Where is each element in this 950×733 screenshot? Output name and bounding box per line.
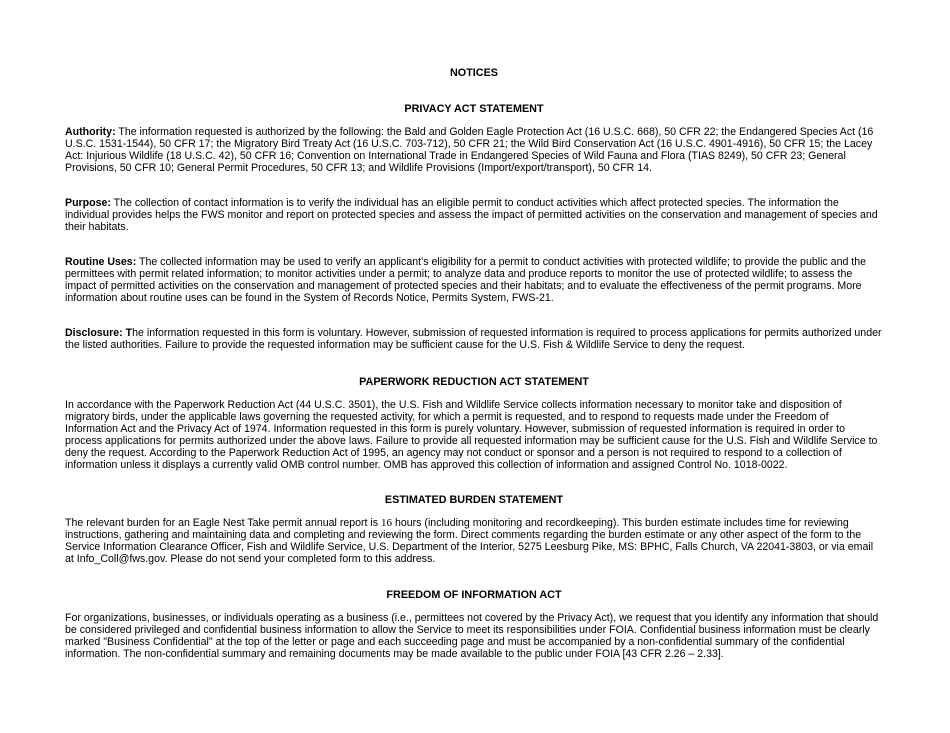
routine-uses-text: The collected information may be used to verify an applicant’s eligibility for a permit to conduct activities with protected wildlife; to provide the public and the permittees with permit related information; to monitor activities under a permit; to analyze data and produce reports to monitor the use of protected wildlife; to assess the impact of permitted activities on the conservation and management of protected species and their habitats; and to evaluate the effectiveness of the permit programs. More information about routine uses can be found in the System of Records Notice, Permits System, FWS-21. [65, 256, 867, 304]
burden-hours: 16 [381, 517, 393, 529]
authority-text: The information requested is authorized by the following: the Bald and Golden Eagle Protection Act (16 U.S.C. 668), 50 CFR 22; the Endangered Species Act (16 U.S.C. 1531-1544), 50 CFR 17; the Migratory Bird Treaty Act (16 U.S.C. 703-712), 50 CFR 21; the Wild Bird Conservation Act (16 U.S.C. 4901-4916), 50 CFR 15; the Lacey Act: Injurious Wildlife (18 U.S.C. 42), 50 CFR 16; Convention on International Trade in Endangered Species of Wild Fauna and Flora (TIAS 8249), 50 CFR 23; General Provisions, 50 CFR 10; General Permit Procedures, 50 CFR 13; and Wildlife Provisions (Import/export/transport), 50 CFR 14. [65, 126, 874, 174]
purpose-label: Purpose: [65, 197, 111, 209]
foia-heading: FREEDOM OF INFORMATION ACT [386, 589, 562, 601]
foia-paragraph: For organizations, businesses, or individuals operating as a business (i.e., permittees not covered by the Privacy Act), we request that you identify any information that should be considered privileged and confidential business information to allow the Service to meet its responsibilities under FOIA. Confidential business information must be clearly marked "Business Confidential" at the top of the letter or page and each succeeding page and must be accompanied by a non-confidential summary of the confidential information. The non-confidential summary and remaining documents may be made available to the public under FOIA [43 CFR 2.26 – 2.33]. [65, 612, 879, 660]
purpose-text: The collection of contact information is to verify the individual has an eligible permit to conduct activities which affect protected species. The information the individual provides helps the FWS monitor and report on protected species and assess the impact of permitted activities on the conservation and management of species and their habitats. [65, 197, 878, 233]
burden-text-before: The relevant burden for an Eagle Nest Take permit annual report is [65, 517, 382, 529]
privacy-act-heading: PRIVACY ACT STATEMENT [404, 103, 544, 115]
burden-text-after: hours (including monitoring and recordkeeping). This burden estimate includes time for reviewing instructions, gathering and maintaining data and completing and reviewing the form. Direct comments regarding the burden estimate or any other aspect of the form to the Service Information Clearance Officer, Fish and Wildlife Service, U.S. Department of the Interior, 5275 Leesburg Pike, MS: BPHC, Falls Church, VA 22041-3803, or via email at Info_Coll@fws.gov. Please do not send your completed form to this address. [65, 517, 874, 565]
estimated-burden-heading: ESTIMATED BURDEN STATEMENT [384, 494, 564, 506]
notices-title: NOTICES [450, 67, 498, 79]
authority-paragraph [65, 127, 883, 175]
disclosure-paragraph [65, 328, 883, 352]
purpose-paragraph [65, 198, 883, 234]
routine-uses-label: Routine Uses: [65, 256, 137, 268]
disclosure-label: Disclosure: T [65, 327, 133, 339]
paperwork-reduction-paragraph: In accordance with the Paperwork Reduction Act (44 U.S.C. 3501), the U.S. Fish and Wildlife Service collects information necessary to monitor take and disposition of migratory birds, under the applicable laws governing the requested activity, for which a permit is requested, and to respond to requests made under the Freedom of Information Act and the Privacy Act of 1974. Information requested in this form is purely voluntary. However, submission of requested information is required in order to process applications for permits authorized under the above laws. Failure to provide all requested information may be sufficient cause for the U.S. Fish and Wildlife Service to deny the request. According to the Paperwork Reduction Act of 1995, an agency may not conduct or sponsor and a person is not required to respond to a collection of information unless it displays a currently valid OMB control number. OMB has approved this collection of information and assigned Control No. 1018-0022. [65, 399, 878, 471]
estimated-burden-paragraph [65, 518, 883, 566]
disclosure-text: he information requested in this form is voluntary. However, submission of requested information is required to process applications for permits authorized under the listed authorities. Failure to provide the requested information may be sufficient cause for the U.S. Fish & Wildlife Service to deny the request. [65, 327, 882, 351]
paperwork-reduction-heading: PAPERWORK REDUCTION ACT STATEMENT [359, 376, 589, 388]
routine-uses-paragraph [65, 257, 883, 305]
authority-label: Authority: [65, 126, 116, 138]
